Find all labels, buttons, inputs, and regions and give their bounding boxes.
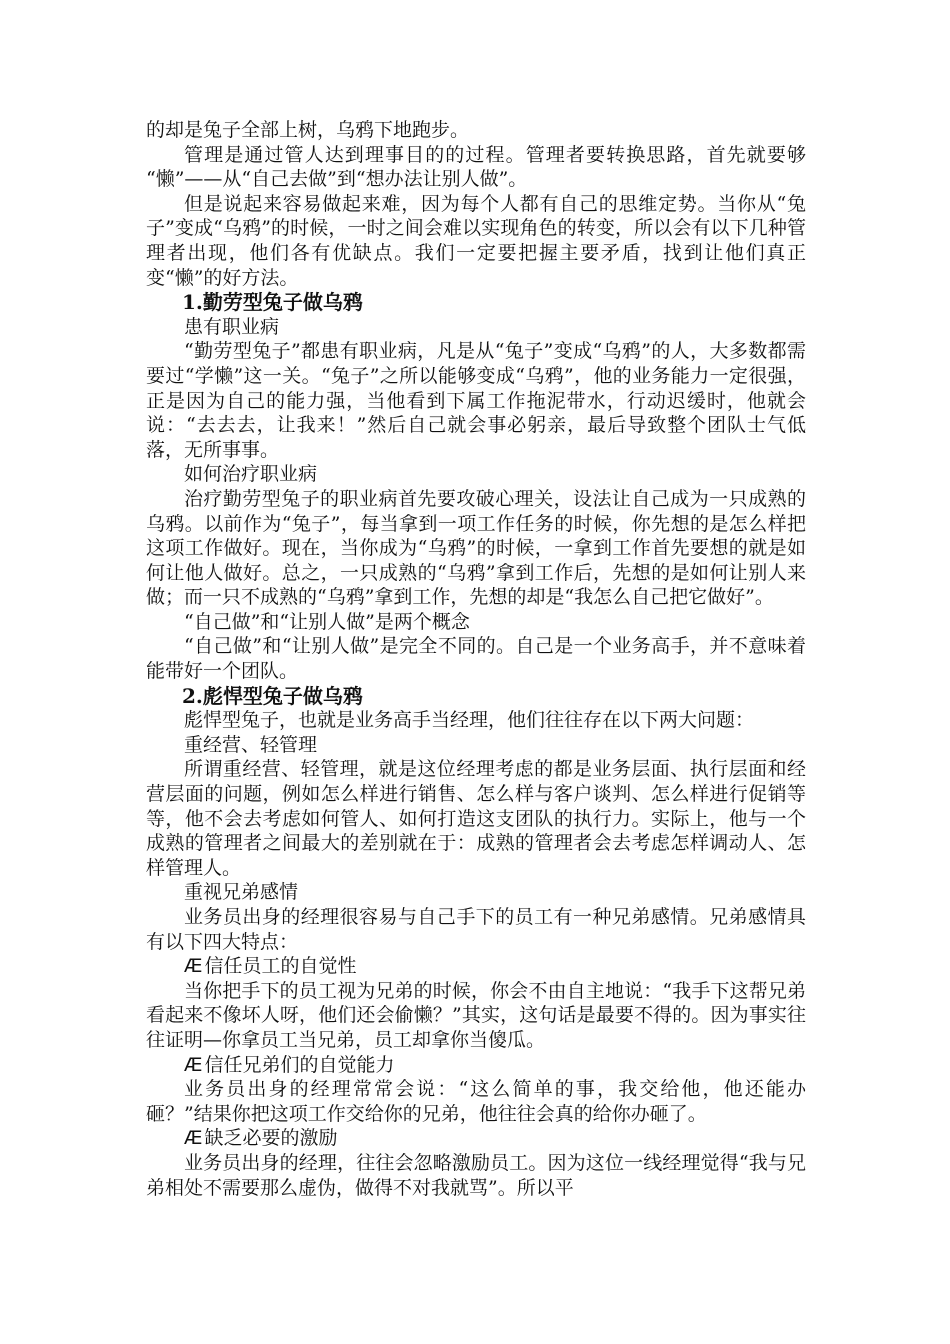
paragraph: 业务员出身的经理很容易与自己手下的员工有一种兄弟感情。兄弟感情具有以下四大特点： [146, 906, 806, 953]
bullet-text: 信任兄弟们的自觉能力 [204, 1053, 395, 1076]
paragraph: 管理是通过管人达到理事目的的过程。管理者要转换思路，首先就要够 “懒”——从“自己去做”到“想办法让别人做”。 [146, 143, 806, 191]
paragraph: “自己做”和“让别人做”是完全不同的。自己是一个业务高手，并不意味着能带好一个团队。 [146, 635, 806, 683]
bullet-mark: Æ [184, 955, 203, 978]
paragraph-continuation: 的却是兔子全部上树，乌鸦下地跑步。 [146, 119, 470, 141]
bullet-mark: Æ [184, 1127, 203, 1150]
subheading: 重经营、轻管理 [184, 733, 318, 756]
paragraph: 但是说起来容易做起来难，因为每个人都有自己的思维定势。当你从“兔子”变成“乌鸦”的时候，一时之间会难以实现角色的转变，所以会有以下几种管理者出现，他们各有优缺点。我们一定要把握主要矛盾，找到让他们真正变“懒”的好方法。 [146, 192, 806, 289]
paragraph: 当你把手下的员工视为兄弟的时候，你会不由自主地说：“我手下这帮兄弟看起来不像坏人呀，他们还会偷懒？”其实，这句话是最要不得的。因为事实往往证明—你拿员工当兄弟，员工却拿你当傻瓜。 [146, 979, 806, 1051]
bullet-item [146, 954, 806, 979]
bullet-mark: Æ [184, 1053, 203, 1076]
document-page [146, 118, 806, 1200]
bullet-text: 信任员工的自觉性 [204, 955, 357, 978]
paragraph: 治疗勤劳型兔子的职业病首先要攻破心理关，设法让自己成为一只成熟的乌鸦。以前作为“兔子”，每当拿到一项工作任务的时候，你先想的是怎么样把这项工作做好。现在，当你成为“乌鸦”的时候，一拿到工作首先要想的就是如何让他人做好。总之，一只成熟的“乌鸦”拿到工作后，先想的是如何让别人来做；而一只不成熟的“乌鸦”拿到工作，先想的却是“我怎么自己把它做好”。 [146, 487, 806, 609]
bullet-text: 缺乏必要的激励 [204, 1127, 338, 1150]
paragraph: 彪悍型兔子，也就是业务高手当经理，他们往往存在以下两大问题： [184, 709, 755, 732]
section-heading: 2.彪悍型兔子做乌鸦 [182, 683, 363, 708]
subheading: 如何治疗职业病 [184, 463, 318, 486]
subheading: 重视兄弟感情 [184, 881, 299, 904]
subheading: “自己做”和“让别人做”是两个概念 [184, 610, 470, 633]
paragraph: 业务员出身的经理常常会说：“这么简单的事，我交给他，他还能办砸？”结果你把这项工作交给你的兄弟，他往往会真的给你办砸了。 [146, 1078, 806, 1125]
paragraph: 业务员出身的经理，往往会忽略激励员工。因为这位一线经理觉得“我与兄弟相处不需要那么虚伪，做得不对我就骂”。所以平 [146, 1151, 806, 1199]
subheading: 患有职业病 [184, 315, 280, 338]
paragraph: 所谓重经营、轻管理，就是这位经理考虑的都是业务层面、执行层面和经营层面的问题，例如怎么样进行销售、怎么样与客户谈判、怎么样进行促销等等，他不会去考虑如何管人、如何打造这支团队的执行力。实际上，他与一个成熟的管理者之间最大的差别就在于：成熟的管理者会去考虑怎样调动人、怎样管理人。 [146, 758, 806, 879]
bullet-item [146, 1126, 806, 1151]
bullet-item [146, 1053, 806, 1078]
section-heading: 1.勤劳型兔子做乌鸦 [182, 290, 363, 315]
paragraph: “勤劳型兔子”都患有职业病，凡是从“兔子”变成“乌鸦”的人，大多数都需要过“学懒”这一关。“兔子”之所以能够变成“乌鸦”，他的业务能力一定很强，正是因为自己的能力强，当他看到下属工作拖泥带水，行动迟缓时，他就会说：“去去去，让我来！”然后自己就会事必躬亲，最后导致整个团队士气低落，无所事事。 [146, 340, 806, 461]
